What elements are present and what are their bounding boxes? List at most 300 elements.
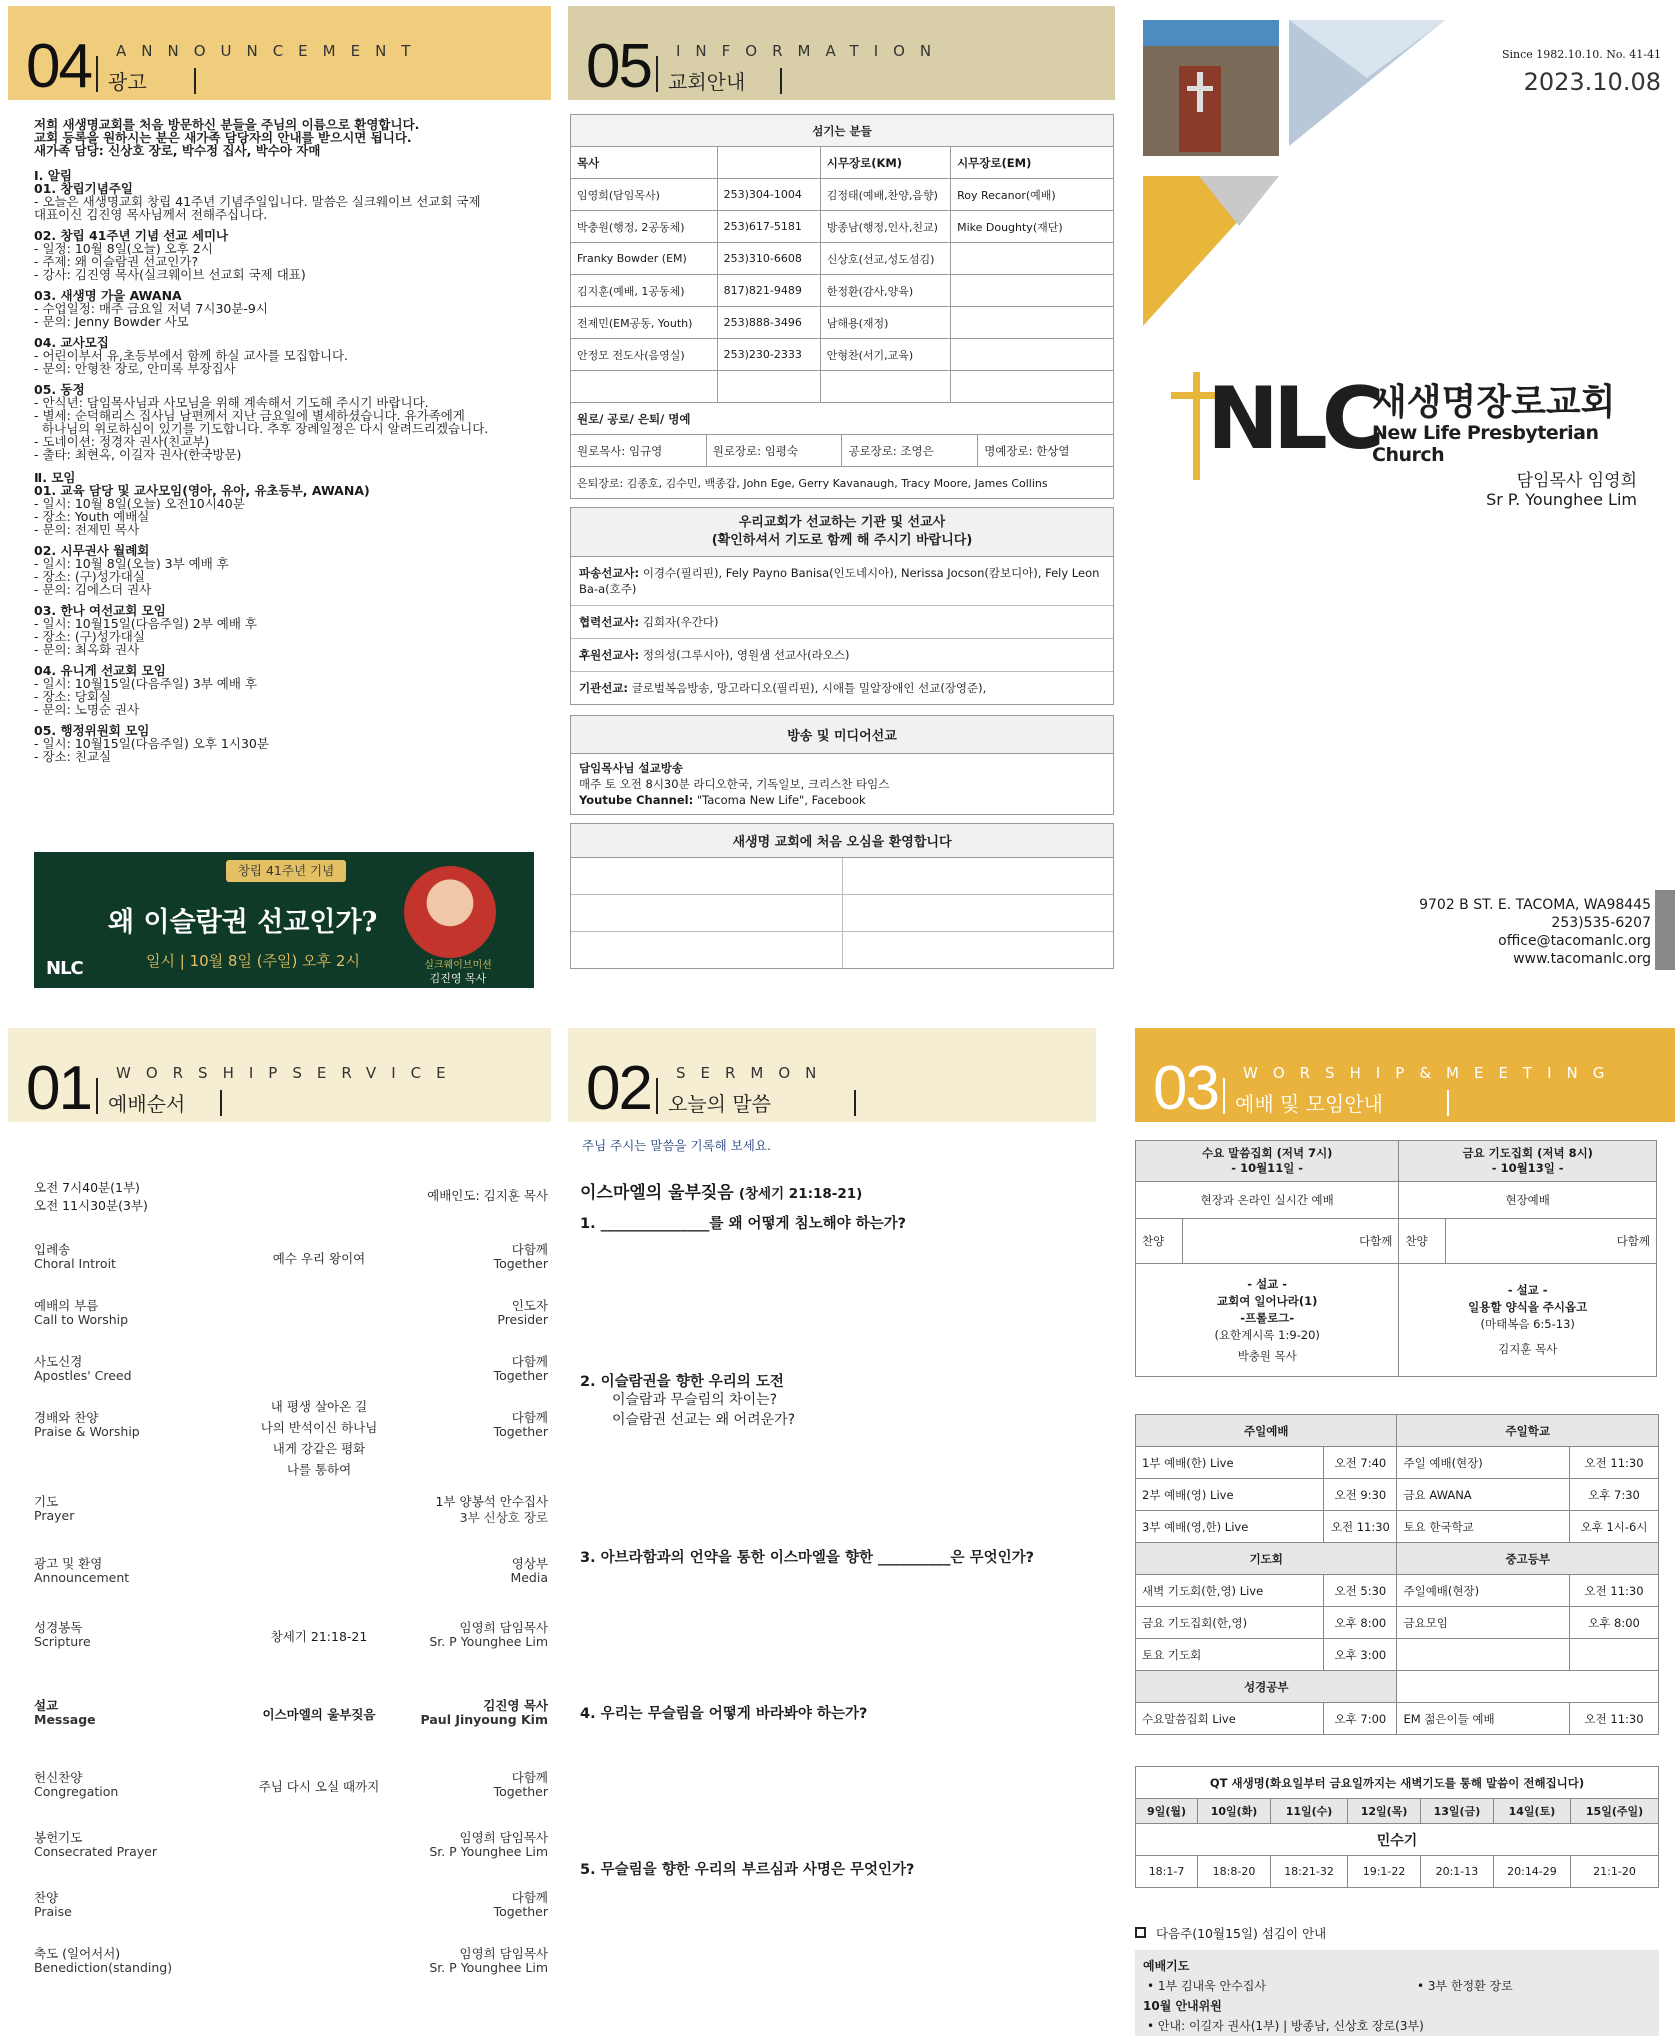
order-of-service [34, 1240, 548, 2000]
qt-ref: 18:8-20 [1198, 1856, 1271, 1888]
qt-day: 15일(주일) [1571, 1799, 1659, 1824]
item-title: 01. 교육 담당 및 교사모임(영아, 유아, 유초등부, AWANA) [34, 483, 370, 498]
announcement-item [34, 182, 544, 221]
mission-value: 김희자(우간다) [642, 615, 719, 629]
staff-cell: 253)304-1004 [717, 179, 820, 211]
service-item [34, 1296, 548, 1352]
item-line: - 장소: Youth 예배실 [34, 509, 150, 524]
worship-panel [8, 1028, 551, 2036]
item-line: - 어린이부서 유,초등부에서 함께 하실 교사를 모집합니다. [34, 348, 349, 363]
prayer-server-1: 1부 김내욱 안수집사 [1157, 1979, 1266, 1993]
staff-row [571, 211, 1114, 243]
service-item [34, 1618, 548, 1696]
church-address [1419, 896, 1651, 968]
wed-sermon: -프롤로그- [1240, 1310, 1295, 1325]
item-title: 02. 창립 41주년 기념 선교 세미나 [34, 228, 229, 243]
service-item [34, 1888, 548, 1944]
item-line: - 일시: 10월15일(다음주일) 2부 예배 후 [34, 616, 258, 631]
item-title: 03. 한나 여선교회 모임 [34, 603, 166, 618]
service-item-kor: 설교 [34, 1698, 59, 1713]
service-item-kor: 찬양 [34, 1890, 59, 1905]
schedule-header-row [1136, 1543, 1659, 1575]
wed-sermon: 교회여 일어나라(1) [1217, 1293, 1318, 1308]
schedule-header-row [1136, 1415, 1659, 1447]
service-item-leader-eng: Sr. P Younghee Lim [429, 1634, 548, 1649]
servers-box: 예배기도 • 1부 김내욱 안수집사 • 3부 한정환 장로 10월 안내위원 • 안내: 이길자 권사(1부) | 방종남, 신상호 장로(3부) [1135, 1950, 1659, 2036]
schedule-time: 오전 7:40 [1324, 1447, 1397, 1479]
usher-list: 안내: 이길자 권사(1부) | 방종남, 신상호 장로(3부) [1157, 2019, 1424, 2033]
logo-mark: NLC [1207, 369, 1379, 469]
email-link[interactable]: office@tacomanlc.org [1498, 933, 1651, 949]
announcement-item [34, 289, 544, 328]
item-title: 02. 시무권사 월례회 [34, 543, 150, 558]
section-kor-title: 예배순서 [108, 1092, 186, 1116]
service-item-eng: Praise & Worship [34, 1424, 140, 1439]
service-item-eng: Congregation [34, 1784, 119, 1799]
content-line: 나의 반석이신 하나님 [260, 1420, 378, 1435]
item-line: - 문의: 김에스더 권사 [34, 582, 152, 597]
sermon-question-3: 3. 아브라함과의 언약을 통한 이스마엘을 향한 __________은 무엇인가? [580, 1550, 1035, 1566]
item-line: - 별세: 순덕해리스 집사님 남편께서 지난 금요일에 별세하셨습니다. 유가족에게 [34, 408, 465, 423]
service-item-kor: 사도신경 [34, 1354, 83, 1369]
schedule-name: 새벽 기도회(한,영) Live [1136, 1575, 1324, 1607]
service-item-content [194, 1704, 444, 1725]
sermon-question-5: 5. 무슬림을 향한 우리의 부르심과 사명은 무엇인가? [580, 1862, 915, 1878]
item-line: - 안식년: 담임목사님과 사모님을 위해 계속해서 기도해 주시기 바랍니다. [34, 395, 429, 410]
staff-row [571, 243, 1114, 275]
schedule-name: 토요 기도회 [1136, 1639, 1324, 1671]
announcement-item [34, 484, 544, 536]
service-item-leader-eng: Together [493, 1784, 548, 1799]
qt-table [1135, 1766, 1659, 1888]
service-item-kor: 경배와 찬양 [34, 1410, 99, 1425]
wed-sermon: (요한계시록 1:9-20) [1214, 1327, 1320, 1342]
schedule-time: 오전 11:30 [1570, 1575, 1659, 1607]
meeting-list [34, 484, 544, 763]
fri-title: 금요 기도집회 (저녁 8시) [1462, 1146, 1593, 1160]
schedule-time: 오후 8:00 [1570, 1607, 1659, 1639]
staff-cell [717, 371, 820, 403]
staff-cell: 한정환(감사,양육) [820, 275, 950, 307]
schedule-name: 금요 AWANA [1397, 1479, 1570, 1511]
elder-title: 원로/ 공로/ 은퇴/ 명예 [571, 403, 1114, 435]
service-item-leader-eng: Paul Jinyoung Kim [420, 1712, 548, 1727]
schedule-heading: 성경공부 [1136, 1671, 1397, 1703]
service-item-leader: 다함께 [511, 1770, 548, 1785]
schedule-time: 오전 11:30 [1324, 1511, 1397, 1543]
issue-info: Since 1982.10.10. No. 41-41 [1501, 48, 1661, 61]
item-line: 하나님의 위로하심이 있기를 기도합니다. 추후 장례일정은 다시 알려드리겠습니다. [34, 421, 489, 436]
staff-row [571, 179, 1114, 211]
content-line: 이스마엘의 울부짖음 [262, 1707, 376, 1722]
pastor-name-eng: Sr P. Younghee Lim [1486, 490, 1637, 509]
announcement-item [34, 383, 544, 461]
service-item-content [194, 1248, 444, 1269]
fri-preacher: 김지훈 목사 [1498, 1342, 1558, 1356]
sermon-question-1: 1. _______________를 왜 어떻게 침노해야 하는가? [580, 1216, 907, 1232]
staff-row [571, 371, 1114, 403]
staff-cell: 안형찬(서기,교육) [820, 339, 950, 371]
qt-ref: 18:1-7 [1136, 1856, 1198, 1888]
announcement-item [34, 229, 544, 281]
service-item-kor: 봉헌기도 [34, 1830, 83, 1845]
staff-cell: 253)888-3496 [717, 307, 820, 339]
service-item-kor: 헌신찬양 [34, 1770, 83, 1785]
service-item-content [194, 1776, 444, 1797]
staff-cell: 전제민(EM공동, Youth) [571, 307, 718, 339]
service-item [34, 1399, 548, 1492]
schedule-time [1570, 1639, 1659, 1671]
mission-value: 정의성(그루시아), 영원샘 선교사(라오스) [642, 648, 850, 662]
item-line: - 오늘은 새생명교회 창립 41주년 기념주일입니다. 말씀은 실크웨이브 선교회 국제 [34, 194, 481, 209]
content-line: 창세기 21:18-21 [270, 1629, 368, 1644]
wed-preacher: 박충원 목사 [1237, 1348, 1297, 1363]
announcement-panel [8, 6, 551, 996]
col-head [717, 147, 820, 179]
content-line: 나를 통하여 [286, 1462, 352, 1477]
staff-row [571, 307, 1114, 339]
meeting-panel [1135, 1028, 1675, 2036]
item-line: - 문의: 최옥화 권사 [34, 642, 140, 657]
wed-sermon: - 설교 - [1247, 1276, 1288, 1291]
welcome-table [571, 858, 1113, 968]
banner-speaker: 김진영 목사 [429, 972, 487, 985]
service-item-eng: Message [34, 1712, 96, 1727]
qt-book: 민수기 [1136, 1824, 1659, 1856]
service-item-leader: 영상부 [511, 1556, 548, 1571]
meeting-heading: Ⅱ. 모임 [34, 470, 76, 485]
staff-cell: 253)230-2333 [717, 339, 820, 371]
staff-cell: 김정태(예배,찬양,음향) [820, 179, 950, 211]
welcome-box [570, 823, 1114, 969]
prayer-heading: 예배기도 [1143, 1959, 1190, 1973]
youtube-label: Youtube Channel: [579, 793, 694, 807]
section-number: 05 [586, 32, 651, 101]
schedule-heading: 주일예배 [1136, 1415, 1397, 1447]
notice-heading: Ⅰ. 알림 [34, 168, 72, 183]
section-eng-title: ANNOUNCEMENT [116, 42, 426, 60]
intro-line: 교회 등록을 원하시는 분은 새가족 담당자의 안내를 받으시면 됩니다. [34, 130, 412, 145]
service-item-leader-eng: 3부 신상호 장로 [459, 1510, 548, 1525]
staff-row [571, 339, 1114, 371]
speaker-photo [404, 866, 496, 958]
service-item-leader: 김진영 목사 [483, 1698, 548, 1713]
mission-row [571, 557, 1113, 606]
issue-date: 2023.10.08 [1523, 68, 1661, 96]
section-kor-title: 오늘의 말씀 [668, 1092, 771, 1116]
item-line: 대표이신 김진영 목사님께서 전해주십니다. [34, 207, 268, 222]
fri-praise-who: 다함께 [1446, 1219, 1657, 1264]
staff-cell [571, 371, 718, 403]
schedule-row [1136, 1511, 1659, 1543]
sermon-subpoint: 이슬람권 선교는 왜 어려운가? [612, 1412, 796, 1428]
service-item-leader-eng: Together [493, 1256, 548, 1271]
item-line: - 문의: 안형찬 장로, 안미록 부장집사 [34, 361, 236, 376]
section-kor-title: 광고 [108, 70, 147, 94]
square-bullet-icon [1135, 1927, 1146, 1938]
sermon-scripture: (창세기 21:18-21) [738, 1186, 863, 1202]
item-line: - 문의: 노명순 권사 [34, 702, 140, 717]
qt-ref: 19:1-22 [1348, 1856, 1421, 1888]
announcement-body [34, 118, 544, 771]
service-item-leader: 다함께 [511, 1242, 548, 1257]
content-line: 주님 다시 오실 때까지 [258, 1779, 380, 1794]
item-line: - 일시: 10월15일(다음주일) 3부 예배 후 [34, 676, 258, 691]
service-item-eng: Benediction(standing) [34, 1960, 173, 1975]
section-kor-title: 예배 및 모임안내 [1235, 1092, 1383, 1116]
banner-date: 일시 | 10월 8일 (주일) 오후 2시 [146, 952, 360, 970]
pastor-name-kor: 담임목사 임영희 [1516, 471, 1637, 491]
item-line: - 문의: Jenny Bowder 사모 [34, 314, 189, 329]
staff-cell: Mike Doughty(재단) [951, 211, 1114, 243]
item-line: - 일정: 10월 8일(오늘) 오후 2시 [34, 241, 213, 256]
banner-tag: 창립 41주년 기념 [226, 860, 346, 882]
schedule-name: 1부 예배(한) Live [1136, 1447, 1324, 1479]
service-item-kor: 예배의 부름 [34, 1298, 99, 1313]
qt-day: 11일(수) [1270, 1799, 1347, 1824]
schedule-name: EM 젊은이들 예배 [1397, 1703, 1570, 1735]
sermon-panel [568, 1028, 1096, 2036]
item-line: - 강사: 김진영 목사(실크웨이브 선교회 국제 대표) [34, 267, 306, 282]
announcement-item [34, 724, 544, 763]
banner-logo: NLC [46, 958, 83, 979]
mission-row [571, 672, 1113, 704]
schedule-heading: 중고등부 [1397, 1543, 1659, 1575]
schedule-time: 오전 11:30 [1570, 1703, 1659, 1735]
item-line: - 장소: 당회실 [34, 689, 112, 704]
announcement-item [34, 336, 544, 375]
elder-table [570, 434, 1114, 499]
item-title: 04. 유니게 선교회 모임 [34, 663, 166, 678]
service-item [34, 1696, 548, 1768]
schedule-row [1136, 1479, 1659, 1511]
staff-cell [951, 339, 1114, 371]
service-item [34, 1492, 548, 1554]
next-week-servers: 다음주(10월15일) 섬김이 안내 [1155, 1926, 1327, 1941]
qt-day: 12일(목) [1348, 1799, 1421, 1824]
item-line: - 장소: 친교실 [34, 749, 112, 764]
staff-cell [951, 371, 1114, 403]
elder-cell: 원로장로: 임평숙 [706, 435, 842, 467]
section-eng-title: INFORMATION [676, 42, 947, 60]
staff-table-title: 섬기는 분들 [571, 115, 1114, 147]
service-item-eng: Announcement [34, 1570, 130, 1585]
announcement-item [34, 544, 544, 596]
service-item-eng: Prayer [34, 1508, 75, 1523]
media-box [570, 715, 1114, 815]
service-item-eng: Choral Introit [34, 1256, 116, 1271]
staff-cell: 임영희(담임목사) [571, 179, 718, 211]
section-eng-title: WORSHIPSERVICE [116, 1064, 461, 1082]
service-item [34, 1240, 548, 1296]
staff-cell: 김지훈(예배, 1공동체) [571, 275, 718, 307]
website-link[interactable]: www.tacomanlc.org [1513, 951, 1651, 967]
service-item-leader-eng: Presider [497, 1312, 548, 1327]
service-item-kor: 입례송 [34, 1242, 71, 1257]
qt-day: 14일(토) [1493, 1799, 1570, 1824]
wed-mode: 현장과 온라인 실시간 예배 [1136, 1182, 1399, 1219]
staff-cell [820, 371, 950, 403]
sermon-header [568, 1028, 1096, 1122]
service-item-leader: 임영희 담임목사 [459, 1620, 548, 1635]
prayer-server-3: 3부 한정환 장로 [1427, 1979, 1513, 1993]
item-line: - 일시: 10월 8일(오늘) 오전10시40분 [34, 496, 245, 511]
service-item-leader-eng: Together [493, 1368, 548, 1383]
cover-graphic [1139, 16, 1459, 336]
fri-sermon: (마태복음 6:5-13) [1480, 1317, 1575, 1331]
qt-ref: 20:14-29 [1493, 1856, 1570, 1888]
staff-cell: 817)821-9489 [717, 275, 820, 307]
service-item-leader: 임영희 담임목사 [459, 1946, 548, 1961]
service-item-leader: 다함께 [511, 1354, 548, 1369]
schedule-time: 오후 3:00 [1324, 1639, 1397, 1671]
elder-cell: 원로목사: 임규영 [571, 435, 707, 467]
staff-cell [951, 307, 1114, 339]
cross-icon [1193, 372, 1200, 480]
section-eng-title: WORSHIP&MEETING [1243, 1064, 1620, 1082]
fri-date: - 10월13일 - [1491, 1161, 1564, 1175]
service-item-content [194, 1626, 444, 1647]
service-time-1: 오전 7시40분(1부) [34, 1180, 140, 1195]
welcome-intro [34, 118, 544, 157]
service-item-eng: Call to Worship [34, 1312, 129, 1327]
schedule-time: 오전 5:30 [1324, 1575, 1397, 1607]
information-header [568, 6, 1115, 100]
service-item-kor: 성경봉독 [34, 1620, 83, 1635]
staff-cell: Roy Recanor(예배) [951, 179, 1114, 211]
item-line: - 장소: (구)성가대실 [34, 569, 145, 584]
fri-mode: 현장예배 [1399, 1182, 1657, 1219]
cover-panel [1135, 6, 1675, 996]
col-head: 목사 [571, 147, 718, 179]
service-item-leader: 인도자 [511, 1298, 548, 1313]
schedule-name: 금요모임 [1397, 1607, 1570, 1639]
service-item-kor: 축도 (일어서서) [34, 1946, 121, 1961]
schedule-name: 수요말씀집회 Live [1136, 1703, 1324, 1735]
worship-header [8, 1028, 551, 1122]
announcement-header [8, 6, 551, 100]
service-item-eng: Scripture [34, 1634, 91, 1649]
announcement-item [34, 604, 544, 656]
item-title: 04. 교사모집 [34, 335, 109, 350]
service-item [34, 1944, 548, 2000]
schedule-name: 3부 예배(영,한) Live [1136, 1511, 1324, 1543]
section-eng-title: SERMON [676, 1064, 832, 1082]
qt-day: 13일(금) [1420, 1799, 1493, 1824]
mission-value: 글로벌복음방송, 망고라디오(필리핀), 시애틀 밀알장애인 선교(장영준), [631, 681, 987, 695]
announcement-item [34, 664, 544, 716]
schedule-row [1136, 1575, 1659, 1607]
staff-cell: 방종남(행정,인사,친교) [820, 211, 950, 243]
schedule-time: 오후 7:00 [1324, 1703, 1397, 1735]
schedule-name: 주일예배(현장) [1397, 1575, 1570, 1607]
item-line: - 일시: 10월15일(다음주일) 오후 1시30분 [34, 736, 269, 751]
service-item-eng: Apostles' Creed [34, 1368, 132, 1383]
service-item-leader-eng: Sr. P Younghee Lim [429, 1844, 548, 1859]
content-line: 내게 강같은 평화 [272, 1441, 366, 1456]
item-title: 05. 행정위원회 모임 [34, 723, 150, 738]
schedule-name: 주일 예배(현장) [1397, 1447, 1570, 1479]
church-name-eng: New Life Presbyterian Church [1372, 422, 1599, 466]
item-title: 01. 창립기념주일 [34, 181, 133, 196]
mission-type: 기관선교: [579, 681, 629, 695]
section-number: 01 [26, 1054, 91, 1123]
item-line: - 출타: 최현옥, 이길자 권사(한국방문) [34, 447, 242, 462]
schedule-row [1136, 1607, 1659, 1639]
mission-title: 우리교회가 선교하는 기관 및 선교사 [738, 515, 946, 530]
service-item [34, 1554, 548, 1618]
staff-cell: 253)617-5181 [717, 211, 820, 243]
worship-leader: 예배인도: 김지훈 목사 [427, 1188, 548, 1203]
schedule-time: 오전 9:30 [1324, 1479, 1397, 1511]
item-line: - 주제: 왜 이슬람권 선교인가? [34, 254, 199, 269]
media-line: 담임목사님 설교방송 [579, 761, 683, 775]
banner-title: 왜 이슬람권 선교인가? [108, 907, 378, 938]
schedule-heading: 주일학교 [1397, 1415, 1659, 1447]
service-item-leader: 1부 양봉석 안수집사 [435, 1494, 548, 1509]
service-item-eng: Consecrated Prayer [34, 1844, 158, 1859]
elder-cell: 명예장로: 한상열 [978, 435, 1114, 467]
phone: 253)535-6207 [1551, 915, 1651, 931]
content-line: 예수 우리 왕이여 [272, 1251, 366, 1266]
schedule-heading: 기도회 [1136, 1543, 1397, 1575]
service-item-leader-eng: Sr. P Younghee Lim [429, 1960, 548, 1975]
staff-cell: Franky Bowder (EM) [571, 243, 718, 275]
mission-type: 협력선교사: [579, 615, 640, 629]
weekday-services-table [1135, 1140, 1657, 1377]
staff-cell [951, 275, 1114, 307]
qt-ref: 20:1-13 [1420, 1856, 1493, 1888]
seminar-banner [34, 852, 534, 988]
information-panel [568, 6, 1115, 996]
service-item-leader-eng: Together [493, 1904, 548, 1919]
church-name-kor: 새생명장로교회 [1372, 382, 1616, 423]
service-item-eng: Praise [34, 1904, 72, 1919]
staff-cell: 신상호(선교,성도섬김) [820, 243, 950, 275]
sermon-question-2: 2. 이슬람권을 향한 우리의 도전 [580, 1374, 784, 1390]
service-item-kor: 기도 [34, 1494, 59, 1509]
qt-day: 9일(월) [1136, 1799, 1198, 1824]
wed-date: - 10월11일 - [1231, 1161, 1304, 1175]
wed-praise-label: 찬양 [1136, 1219, 1183, 1264]
schedule-time: 오전 11:30 [1570, 1447, 1659, 1479]
schedule-name: 금요 기도집회(한,영) [1136, 1607, 1324, 1639]
qt-ref: 21:1-20 [1571, 1856, 1659, 1888]
sermon-title: 이스마엘의 울부짖음 [580, 1183, 734, 1203]
staff-cell [951, 243, 1114, 275]
section-kor-title: 교회안내 [668, 70, 746, 94]
intro-line: 저희 새생명교회를 처음 방문하신 분들을 주님의 이름으로 환영합니다. [34, 117, 420, 132]
mission-type: 파송선교사: [579, 566, 640, 580]
sermon-question-4: 4. 우리는 무슬림을 어떻게 바라봐야 하는가? [580, 1706, 868, 1722]
content-line: 내 평생 살아온 길 [270, 1399, 368, 1414]
fri-sermon: - 설교 - [1507, 1283, 1548, 1297]
weekly-schedule-table [1135, 1414, 1659, 1735]
usher-heading: 10월 안내위원 [1143, 1999, 1222, 2013]
service-item-leader-eng: Media [510, 1570, 548, 1585]
mission-box [570, 507, 1114, 705]
mission-type: 후원선교사: [579, 648, 640, 662]
item-line: - 수업일정: 매주 금요일 저녁 7시30분-9시 [34, 301, 268, 316]
staff-table [570, 114, 1114, 435]
mission-subtitle: (확인하셔서 기도로 함께 해 주시기 바랍니다) [711, 533, 973, 548]
col-head: 시무장로(KM) [820, 147, 950, 179]
service-item-kor: 광고 및 환영 [34, 1556, 103, 1571]
qt-day: 10일(화) [1198, 1799, 1271, 1824]
notice-list [34, 182, 544, 461]
item-line: - 일시: 10월 8일(오늘) 3부 예배 후 [34, 556, 229, 571]
church-logo [1167, 366, 1637, 536]
